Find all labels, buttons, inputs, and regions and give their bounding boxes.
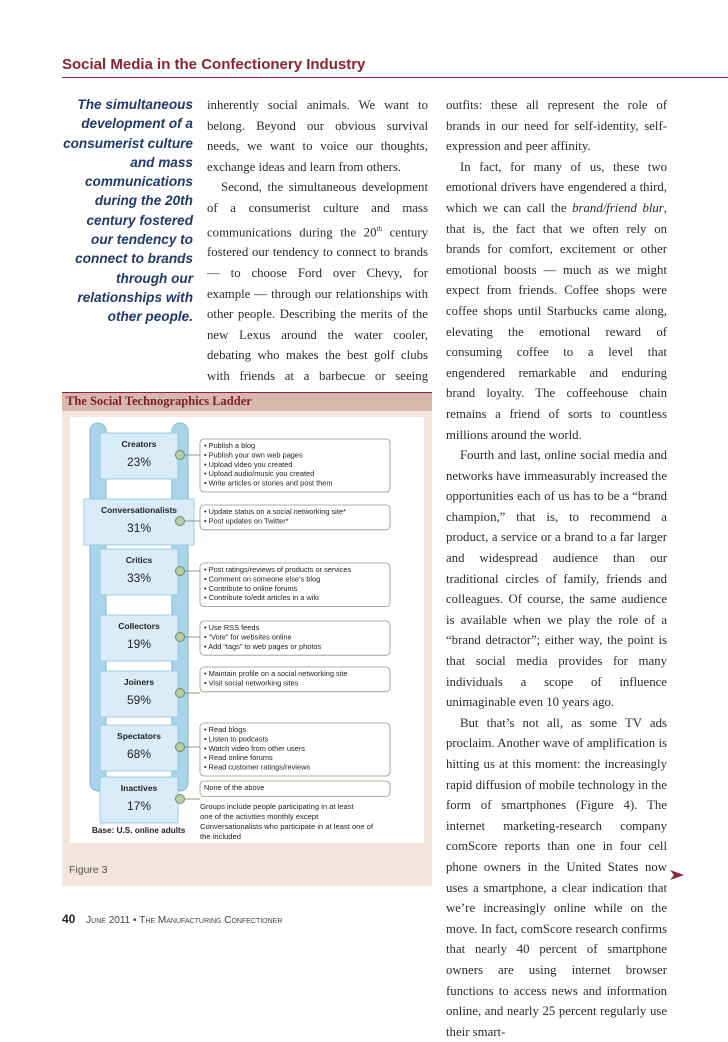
- rung-label-creators: Creators: [121, 439, 157, 449]
- connector-dot: [176, 567, 185, 576]
- activity-item: • Publish your own web pages: [204, 450, 303, 460]
- figure-3: [62, 392, 432, 886]
- middle-p2-superscript: th: [376, 224, 382, 233]
- activity-item: • Contribute to online forums: [204, 583, 298, 593]
- activity-item: • Comment on someone else’s blog: [204, 574, 321, 584]
- figure-footnote-line: Conversationalists who participate in at least one of: [200, 822, 374, 831]
- middle-paragraph-1: inherently social animals. We want to belong. Beyond our obvious survival needs, we want to voice our thoughts, exchange ideas and learn from others.: [207, 98, 428, 174]
- activity-item: • Read blogs: [204, 725, 247, 734]
- continue-arrow-icon: [670, 870, 684, 880]
- middle-column: [207, 95, 428, 428]
- figure-footnote-line: Groups include people participating in at least: [200, 802, 354, 811]
- right-paragraph-2: [446, 157, 667, 445]
- middle-p2-text-b: century fostered our tendency to connect to brands — to choose Ford over Chevy, for example — through our relationships with other people. Describing the merits of the new Lexus around the water cooler, debating who makes the best golf clubs with friends at a barbecue or seeing: [207, 224, 428, 383]
- activity-item: • “Vote” for websites online: [204, 632, 292, 642]
- activity-item: • Update status on a social networking site*: [204, 507, 346, 516]
- activity-item: None of the above: [204, 783, 265, 792]
- rung-label-joiners: Joiners: [123, 677, 155, 687]
- figure-panel: [70, 417, 424, 843]
- activity-item: • Read customer ratings/reviews: [204, 762, 311, 772]
- activity-item: • Visit social networking sites: [204, 678, 299, 688]
- rung-percent-creators: 23%: [126, 455, 152, 469]
- activity-item: • Add “tags” to web pages or photos: [204, 641, 322, 651]
- pull-quote: The simultaneous development of a consumerist culture and mass communications during the 20th century fostered our tendency to connect to brands through our relationships with other people.: [63, 97, 193, 325]
- figure-heading-bar: [62, 392, 432, 411]
- figure-caption: Figure 3: [69, 864, 108, 876]
- middle-paragraph-2: [207, 177, 428, 427]
- activity-item: • Maintain profile on a social networking site: [204, 669, 348, 678]
- activity-item: • Post updates on Twitter*: [204, 516, 289, 526]
- right-paragraph-3: Fourth and last, online social media and networks have immeasurably increased the opportunities each of us has to be a “brand champion,” that is, to recommend a product, a service or a brand to a far larger and widespread audience than our traditional circles of family, friends and colleagues. Of course, the same audience is available when we play the role of a “brand detractor”; either way, the point is that social media provides for many individuals a scope of influence unimaginable even 10 years ago.: [446, 448, 667, 710]
- connector-dot: [176, 795, 185, 804]
- connector-dot: [176, 743, 185, 752]
- right-paragraph-4: But that’s not all, as some TV ads proclaim. Another wave of amplification is hitting us at this moment: the increasingly rapid diffusion of mobile technology in the form of smartphones (Figure 4). The internet marketing-research company comScore reports than one in four cell phone owners in the United States now uses a smartphone, a clear indication that we’re increasingly online while on the move. In fact, comScore research confirms that nearly 40 percent of smartphone owners are using internet browser functions to access news and information online, and nearly 25 percent regularly use their smart-: [446, 715, 667, 1039]
- activity-item: • Write articles or stories and post them: [204, 478, 333, 488]
- page-footer: [62, 912, 282, 926]
- activity-item: • Read online forums: [204, 753, 273, 763]
- technographics-ladder: [70, 417, 424, 843]
- header-rule: [62, 77, 728, 78]
- publication-name: The Manufacturing Confectioner: [139, 915, 283, 926]
- activity-item: • Contribute to/edit articles in a wiki: [204, 593, 319, 603]
- activity-item: • Use RSS feeds: [204, 623, 260, 632]
- rung-percent-critics: 33%: [126, 571, 152, 585]
- activity-item: • Post ratings/reviews of products or services: [204, 565, 352, 574]
- middle-p2-text-a: Second, the simultaneous development of a consumerist culture and mass communications during the 20: [207, 180, 428, 239]
- figure-footnote-line: [200, 842, 283, 843]
- rung-percent-inactives: 17%: [126, 799, 152, 813]
- rung-percent-spectators: 68%: [126, 747, 152, 761]
- right-p2-text-a: In fact, for many of us, these two emotional drivers have engendered a third, which we can call the: [446, 159, 667, 215]
- figure-heading: The Social Technographics Ladder: [66, 394, 252, 408]
- activity-item: • Upload video you created: [204, 459, 293, 469]
- rung-label-critics: Critics: [125, 555, 153, 565]
- rung-percent-collectors: 19%: [126, 637, 152, 651]
- rung-percent-conversationalists: 31%: [126, 521, 152, 535]
- activity-item: • Publish a blog: [204, 441, 256, 450]
- right-p2-text-b: , that is, the fact that we often rely on brands for comfort, excitement or other emotional boosts — much as we might expect from friends. Coffee shops were coffee shops until Starbucks came along, elevating the emotional reward of consuming coffee to a level that engendered remarkable and enduring brand loyalty. The coffeehouse chain remains a friend of sorts to countless millions around the world.: [446, 200, 667, 442]
- connector-dot: [176, 517, 185, 526]
- connector-dot: [176, 633, 185, 642]
- section-title: Social Media in the Confectionery Industry: [62, 56, 366, 73]
- activity-item: • Listen to podcasts: [204, 734, 269, 744]
- figure-footnote-line: one of the activities monthly except: [200, 812, 319, 821]
- activity-item: • Upload audio/music you created: [204, 469, 315, 479]
- activity-item: • Watch video from other users: [204, 743, 305, 753]
- rung-percent-joiners: 59%: [126, 693, 152, 707]
- rung-label-conversationalists: Conversationalists: [100, 505, 178, 515]
- rung-label-inactives: Inactives: [120, 783, 158, 793]
- right-column: [446, 95, 667, 1042]
- connector-dot: [176, 689, 185, 698]
- right-p2-emphasis: brand/friend blur: [572, 200, 664, 215]
- connector-dot: [176, 451, 185, 460]
- figure-footnote-line: the included: [200, 832, 241, 841]
- rung-label-spectators: Spectators: [117, 731, 161, 741]
- footer-separator: •: [132, 915, 137, 926]
- page-number: 40: [62, 912, 76, 926]
- rung-label-collectors: Collectors: [118, 621, 160, 631]
- right-paragraph-1: outfits: these all represent the role of brands in our need for self-identity, self-expression and peer affinity.: [446, 98, 667, 154]
- issue-date: June 2011: [86, 915, 131, 926]
- figure-base: Base: U.S. online adults: [92, 826, 186, 835]
